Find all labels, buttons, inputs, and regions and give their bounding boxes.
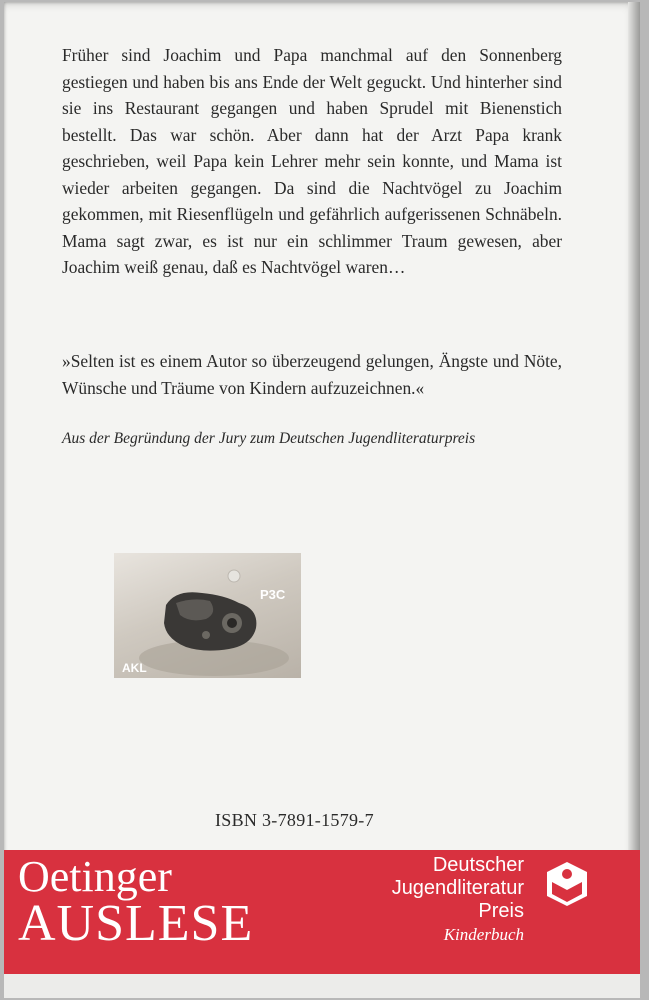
blurb-text: Früher sind Joachim und Papa manchmal auf den Sonnenberg gestiegen und haben bis ans Ende der Welt geguckt. Und hinterher sind sie ins Restaurant gegangen und haben Sprudel mit Bienenstich bestellt. Das war schön. Aber dann hat der Arzt Papa krank geschrieben, weil Papa kein Lehrer mehr sein konnte, und Mama ist wieder arbeiten gegangen. Da sind die Nachtvögel zu Joachim gekommen, mit Riesenflügeln und gefährlich aufgerissenen Schnäbeln. Mama sagt zwar, es ist nur ein schlimmer Traum gewesen, aber Joachim weiß genau, daß es Nachtvögel waren… — [62, 45, 562, 277]
prize-logo-icon — [544, 858, 590, 910]
cover-edge — [628, 2, 640, 998]
book-back-cover — [4, 2, 640, 998]
brand-auslese: AUSLESE — [18, 895, 254, 952]
stone-picture — [114, 553, 301, 678]
prize-line-3: Preis — [478, 900, 524, 922]
prize-line-1: Deutscher — [432, 854, 524, 876]
photo-label-bottom: AKL — [122, 661, 147, 675]
brand-oetinger: Oetinger — [18, 852, 172, 901]
prize-line-2: Jugendliteratur — [391, 877, 524, 899]
isbn: ISBN 3-7891-1579-7 — [215, 810, 374, 830]
bottom-edge — [4, 974, 640, 998]
seller-photo-stone — [114, 553, 301, 678]
jury-source: Aus der Begründung der Jury zum Deutschen Jugendliteraturpreis — [62, 430, 476, 447]
prize-category: Kinderbuch — [443, 925, 524, 944]
prize-badge — [392, 854, 524, 946]
photo-label-top: P3C — [260, 587, 286, 602]
jury-quote: »Selten ist es einem Autor so überzeugend gelungen, Ängste und Nöte, Wünsche und Träume von Kindern aufzuzeichnen.« — [62, 351, 562, 398]
